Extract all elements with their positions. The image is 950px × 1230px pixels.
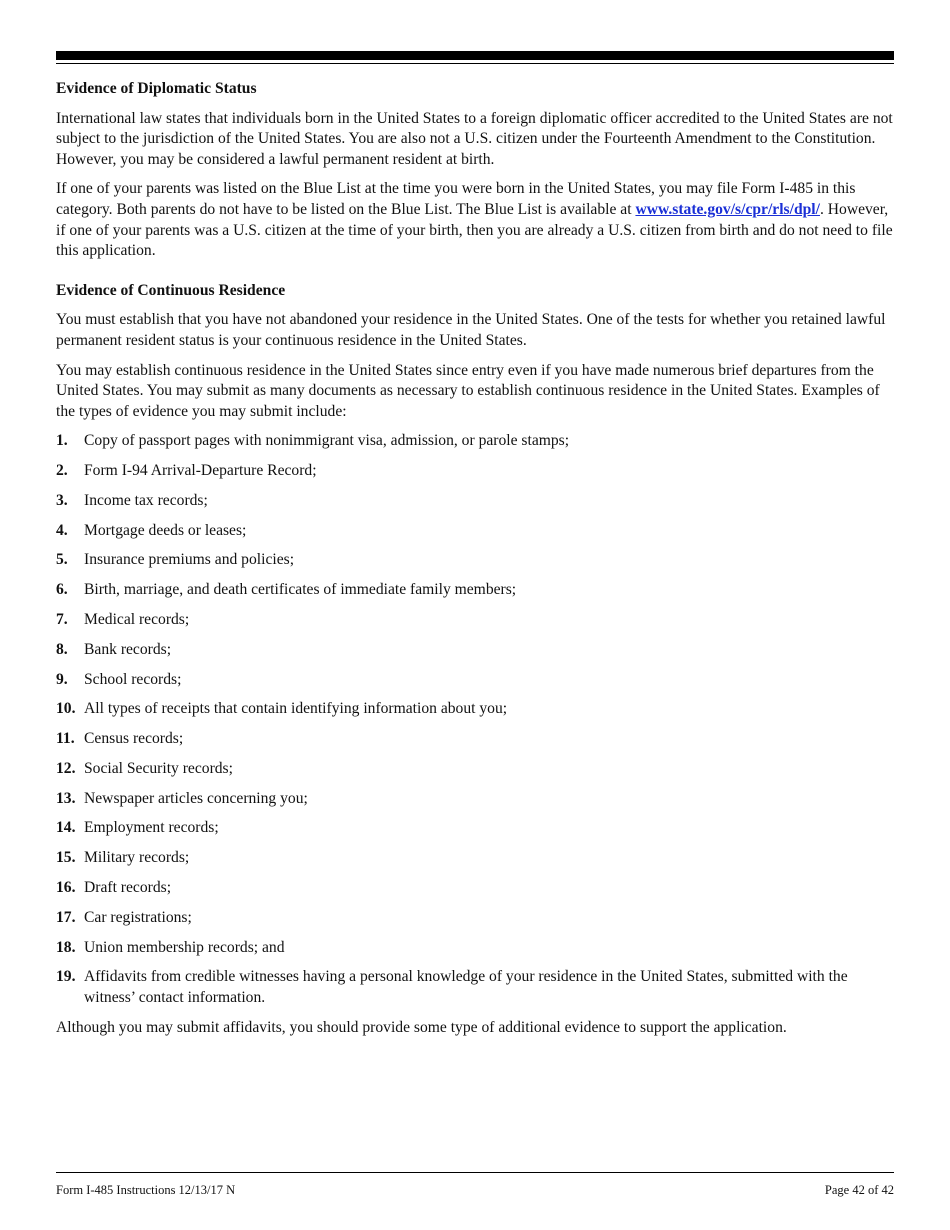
list-item-number: 6. [56, 581, 68, 599]
list-item [56, 729, 896, 750]
header-thick-rule [56, 51, 894, 60]
list-item-text: Affidavits from credible witnesses having a personal knowledge of your residence in the United States, submitted with the witness’ contact information. [84, 968, 848, 1006]
list-item-text: Car registrations; [84, 908, 192, 926]
list-item-text: Insurance premiums and policies; [84, 551, 295, 569]
list-item-number: 4. [56, 521, 68, 539]
list-item [56, 759, 896, 780]
list-item-text: Medical records; [84, 611, 190, 628]
list-item [56, 670, 896, 691]
list-item-text: Employment records; [84, 819, 219, 837]
list-item [56, 550, 896, 571]
list-item-number: 15. [56, 849, 76, 867]
list-item [56, 699, 896, 720]
list-item [56, 640, 896, 661]
footer-page-number: Page 42 of 42 [824, 1183, 894, 1197]
list-item [56, 967, 896, 1008]
paragraph-2-text-before-link: If one of your parents was listed on the Blue List at the time you were born in the United States, you may file Form I-485 in this category. Both parents do not have to be listed on the Blue List. The Blue List is available at [56, 180, 856, 218]
list-item [56, 938, 896, 959]
list-item-number: 14. [56, 819, 76, 837]
list-item-number: 9. [56, 670, 68, 688]
list-item [56, 491, 896, 512]
blue-list-link[interactable]: www.state.gov/s/cpr/rls/dpl/ [635, 200, 820, 218]
list-item-text: School records; [84, 670, 182, 688]
list-item-number: 7. [56, 611, 68, 628]
list-item-number: 1. [56, 432, 68, 450]
evidence-list [56, 431, 896, 1008]
continuous-residence-paragraph-1: You must establish that you have not abandoned your residence in the United States. One of the tests for whether you retained lawful permanent resident status is your continuous residence in the United States. [56, 311, 886, 349]
list-item [56, 908, 896, 929]
diplomatic-status-paragraph-1: International law states that individuals born in the United States to a foreign diplomatic officer accredited to the United States are not subject to the jurisdiction of the United States. You are also not a U.S. citizen under the Fourteenth Amendment to the Constitution. However, you may be considered a lawful permanent resident at birth. [56, 109, 893, 168]
list-item-text: Census records; [84, 730, 184, 748]
list-item-number: 5. [56, 551, 68, 569]
header-thin-rule [56, 63, 894, 64]
list-item [56, 878, 896, 899]
footer-rule [56, 1172, 894, 1173]
list-item-number: 16. [56, 879, 76, 897]
list-item-text: Newspaper articles concerning you; [84, 789, 308, 807]
list-item [56, 610, 896, 631]
list-item [56, 580, 896, 601]
list-item-text: Income tax records; [84, 491, 208, 509]
list-item [56, 789, 896, 810]
list-item-number: 19. [56, 968, 76, 986]
list-item-number: 13. [56, 789, 76, 807]
section-heading-continuous-residence: Evidence of Continuous Residence [56, 281, 286, 299]
list-item-text: Mortgage deeds or leases; [84, 521, 247, 539]
list-item-text: Copy of passport pages with nonimmigrant visa, admission, or parole stamps; [84, 432, 570, 450]
continuous-residence-paragraph-2: You may establish continuous residence in the United States since entry even if you have made numerous brief departures from the United States. You may submit as many documents as necessary to establish continuous residence in the United States. Examples of the types of evidence you may submit include: [56, 361, 880, 420]
list-item-number: 11. [56, 730, 75, 748]
list-item-number: 2. [56, 462, 68, 480]
list-item-text: Form I-94 Arrival-Departure Record; [84, 462, 317, 480]
closing-paragraph: Although you may submit affidavits, you should provide some type of additional evidence to support the application. [56, 1018, 787, 1036]
list-item [56, 818, 896, 839]
list-item [56, 848, 896, 869]
paragraph-2-text-after-link: . However, if one of your parents was a U.S. citizen at the time of your birth, then you are already a U.S. citizen from birth and do not need to file this application. [56, 200, 893, 260]
section-heading-diplomatic-status: Evidence of Diplomatic Status [56, 80, 257, 97]
list-item-text: Union membership records; and [84, 938, 285, 956]
list-item [56, 521, 896, 542]
list-item-number: 18. [56, 938, 76, 956]
list-item-number: 10. [56, 700, 76, 718]
list-item-text: Birth, marriage, and death certificates of immediate family members; [84, 581, 517, 599]
list-item-text: All types of receipts that contain identifying information about you; [84, 700, 508, 718]
list-item-number: 3. [56, 491, 68, 509]
list-item-number: 8. [56, 640, 68, 658]
list-item-text: Military records; [84, 849, 190, 867]
list-item-text: Draft records; [84, 879, 172, 897]
list-item-number: 17. [56, 908, 76, 926]
list-item-text: Bank records; [84, 640, 172, 658]
list-item-text: Social Security records; [84, 759, 233, 777]
list-item [56, 431, 896, 452]
list-item-number: 12. [56, 759, 76, 777]
list-item [56, 461, 896, 482]
footer-form-info: Form I-485 Instructions 12/13/17 N [56, 1183, 236, 1197]
document-body [56, 79, 896, 1047]
diplomatic-status-paragraph-2 [56, 179, 896, 261]
